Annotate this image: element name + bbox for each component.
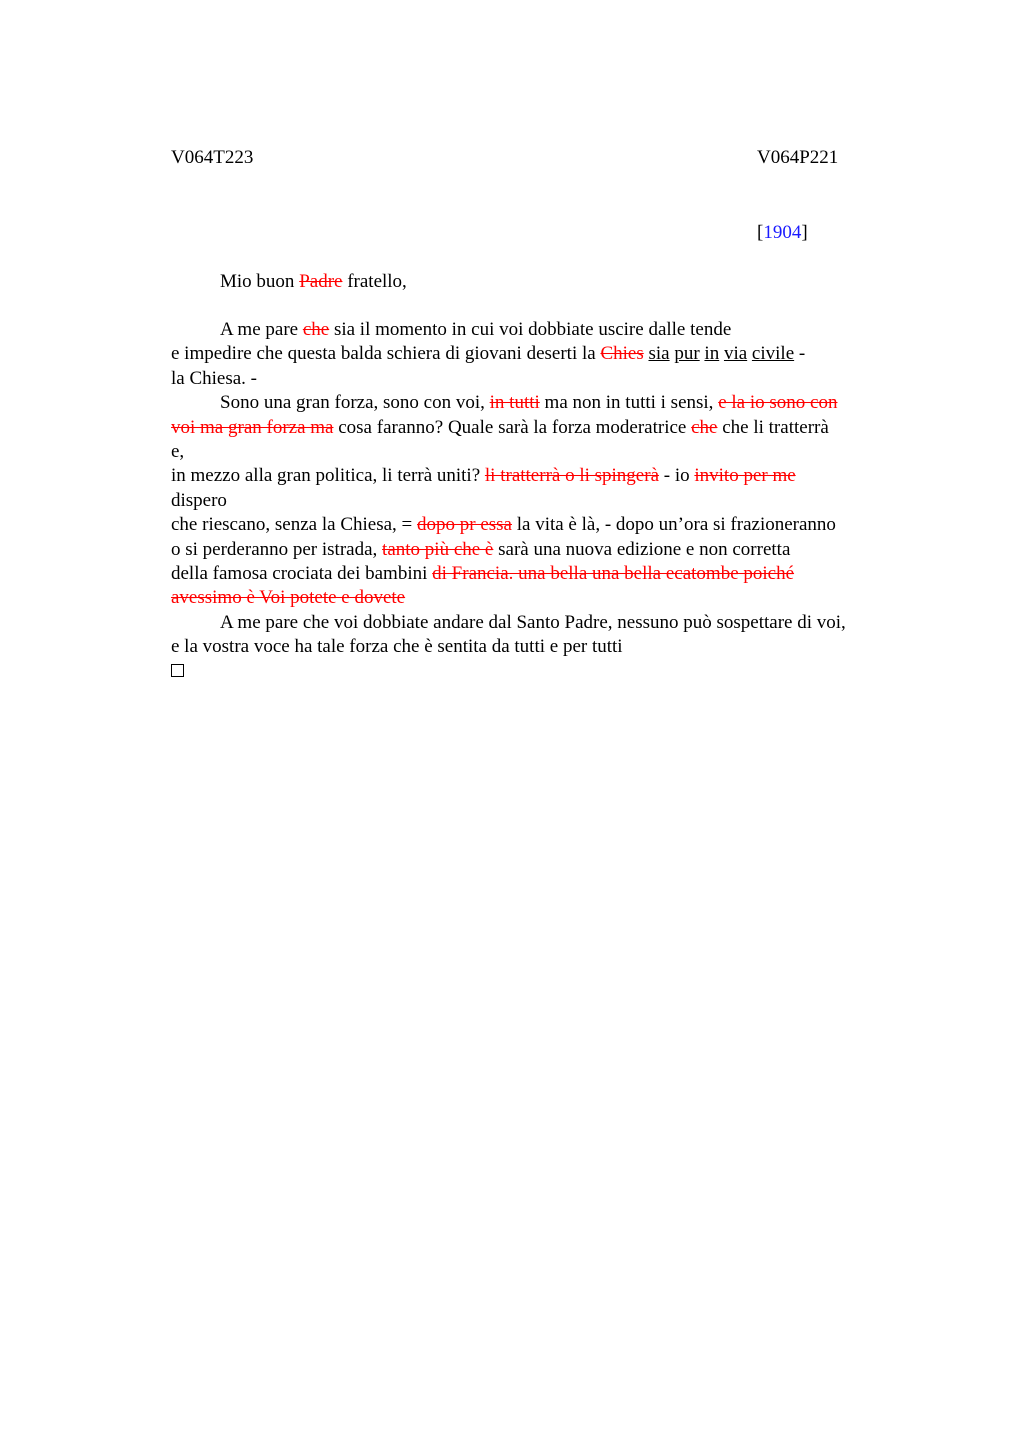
text: ma non in tutti i sensi,: [539, 392, 719, 414]
salutation: [220, 271, 407, 293]
text-line: [171, 611, 906, 635]
text-line: [171, 562, 906, 586]
text-line: [171, 464, 906, 488]
text-line: [171, 538, 906, 562]
checkbox-square-icon: [171, 664, 184, 677]
inserted-text: sia: [648, 343, 670, 365]
text-line: [171, 489, 906, 513]
text: e,: [171, 440, 185, 462]
deleted-text: Padre: [299, 271, 343, 292]
text: della famosa crociata dei bambini: [171, 562, 433, 584]
deleted-text: li tratterrà o li spingerà: [484, 465, 660, 487]
text-line: [171, 635, 906, 659]
text: Mio buon: [220, 271, 300, 292]
deleted-text: voi ma gran forza ma: [171, 416, 334, 438]
document-code-left: V064T223: [171, 147, 254, 168]
date-line: [757, 222, 808, 244]
document-code-right: V064P221: [757, 147, 839, 168]
date-close-bracket: ]: [801, 222, 808, 243]
text: - io: [659, 465, 695, 487]
text: la vita è là, - dopo un’ora si frazioneranno: [511, 514, 836, 536]
deleted-text: in tutti: [489, 392, 540, 414]
text: in mezzo alla gran politica, li terrà uniti?: [171, 465, 485, 487]
deleted-text: Chies: [600, 343, 644, 365]
text: che riescano, senza la Chiesa, =: [171, 514, 417, 536]
text: e la vostra voce ha tale forza che è sentita da tutti e per tutti: [171, 636, 623, 658]
deleted-text: tanto più che è: [382, 538, 494, 560]
deleted-text: che: [302, 319, 330, 340]
text: la Chiesa. -: [171, 367, 258, 389]
text-line: [171, 586, 906, 610]
inserted-text: in: [704, 343, 720, 365]
deleted-text: e la io sono con: [718, 392, 838, 414]
date-year: 1904: [763, 222, 802, 243]
text: sia il momento in cui voi dobbiate uscire dalle tende: [329, 319, 732, 340]
deleted-text: dopo pr essa: [417, 514, 512, 536]
text-line: [171, 342, 906, 366]
deleted-text: di Francia. una bella una bella ecatombe poiché: [432, 562, 795, 584]
text: e impedire che questa balda schiera di giovani deserti la: [171, 343, 601, 365]
inserted-text: pur: [674, 343, 700, 365]
inserted-text: via: [723, 343, 748, 365]
date-open-bracket: [: [757, 222, 764, 243]
text-line: [171, 318, 906, 342]
text: A me pare: [220, 319, 303, 340]
text: -: [794, 343, 806, 365]
text-line: [171, 513, 906, 537]
text-line: [171, 391, 906, 415]
text: A me pare che voi dobbiate andare dal Santo Padre, nessuno può sospettare di voi,: [220, 611, 846, 633]
text-line: [171, 416, 906, 440]
text: dispero: [171, 489, 227, 511]
text: fratello,: [342, 271, 407, 292]
deleted-text: che: [691, 416, 718, 438]
letter-body: [171, 318, 906, 677]
deleted-text: avessimo è Voi potete e dovete: [171, 587, 406, 609]
text-line: [171, 367, 906, 391]
text-line: [171, 440, 906, 464]
text: cosa faranno? Quale sarà la forza moderatrice: [333, 416, 692, 438]
text: sarà una nuova edizione e non corretta: [493, 538, 791, 560]
text: o si perderanno per istrada,: [171, 538, 383, 560]
text: che li tratterrà: [717, 416, 829, 438]
inserted-text: civile: [751, 343, 795, 365]
text: Sono una gran forza, sono con voi,: [220, 392, 490, 414]
deleted-text: invito per me: [694, 465, 796, 487]
